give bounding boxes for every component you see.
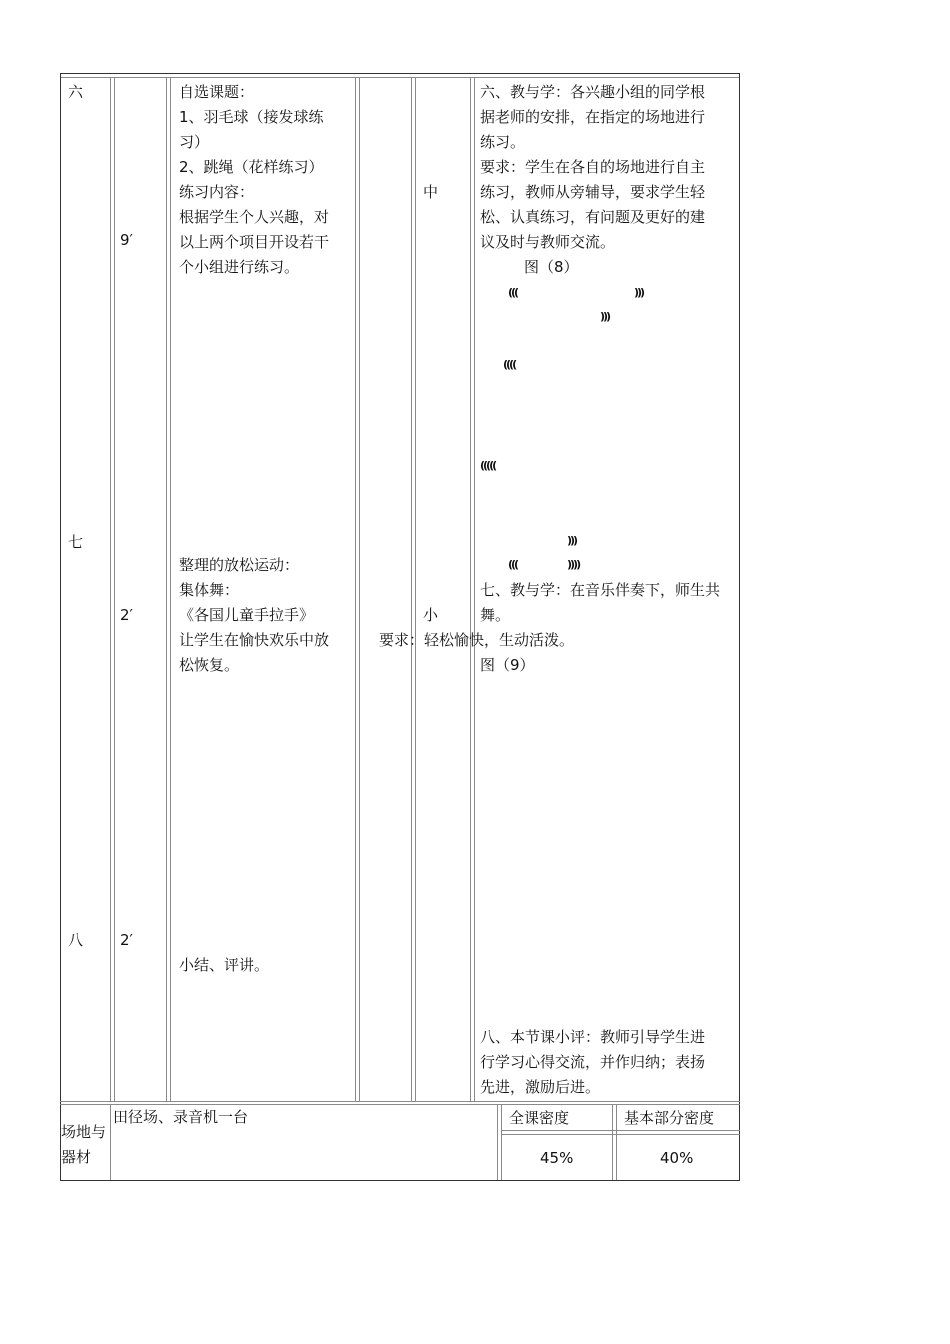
- method-line: 行学习心得交流，并作归纳；表扬: [480, 1053, 706, 1071]
- method-line: 先进，激励后进。: [480, 1078, 601, 1096]
- formation-mark: ))): [600, 310, 610, 323]
- method-line: 舞。: [480, 606, 511, 624]
- content-line: 自选课题：: [179, 83, 255, 101]
- content-line: 让学生在愉快欢乐中放: [179, 631, 330, 649]
- row-eight-seq: 八: [68, 931, 84, 949]
- density-basic-label: 基本部分密度: [624, 1109, 715, 1127]
- content-line: 松恢复。: [179, 656, 240, 674]
- row-seven-time: 2′: [120, 606, 133, 624]
- venue-value: 田径场、录音机一台: [113, 1108, 249, 1126]
- content-line: 《各国儿童手拉手》: [179, 606, 315, 624]
- figure-9-caption: 图（9）: [480, 656, 535, 674]
- content-line: 习）: [179, 133, 210, 151]
- content-line: 个小组进行练习。: [179, 258, 300, 276]
- row-seven-intensity: 小: [423, 606, 439, 624]
- row-eight-content: 小结、评讲。: [179, 956, 270, 974]
- method-line: 七、教与学：在音乐伴奏下，师生共: [480, 581, 721, 599]
- formation-mark: (((((: [480, 459, 496, 472]
- row-eight-time: 2′: [120, 931, 133, 949]
- content-line: 2、跳绳（花样练习）: [179, 158, 324, 176]
- method-line: 松、认真练习，有问题及更好的建: [480, 208, 706, 226]
- figure-8-caption: 图（8）: [524, 258, 579, 276]
- method-line: 八、本节课小评：教师引导学生进: [480, 1028, 706, 1046]
- formation-mark: (((: [508, 558, 518, 571]
- formation-mark: ((((: [503, 358, 516, 371]
- row-six-intensity: 中: [423, 183, 439, 201]
- formation-mark: ))): [567, 534, 577, 547]
- content-line: 根据学生个人兴趣，对: [179, 208, 330, 226]
- formation-mark: )))): [567, 558, 580, 571]
- row-seven-seq: 七: [68, 533, 84, 551]
- content-line: 以上两个项目开设若干: [179, 233, 330, 251]
- method-line: 议及时与教师交流。: [480, 233, 616, 251]
- venue-label: 器材: [61, 1148, 92, 1166]
- row-seven-requirement: 要求：轻松愉快，生动活泼。: [379, 631, 575, 649]
- row-six-time: 9′: [120, 231, 133, 249]
- content-line: 集体舞：: [179, 581, 240, 599]
- density-total-value: 45%: [540, 1149, 574, 1167]
- content-line: 1、羽毛球（接发球练: [179, 108, 324, 126]
- method-line: 要求：学生在各自的场地进行自主: [480, 158, 706, 176]
- method-line: 练习。: [480, 133, 526, 151]
- density-total-label: 全课密度: [509, 1109, 570, 1127]
- method-line: 据老师的安排，在指定的场地进行: [480, 108, 706, 126]
- content-line: 整理的放松运动：: [179, 556, 300, 574]
- content-line: 练习内容：: [179, 183, 255, 201]
- density-basic-value: 40%: [660, 1149, 694, 1167]
- method-line: 六、教与学：各兴趣小组的同学根: [480, 83, 706, 101]
- formation-mark: (((: [508, 286, 518, 299]
- venue-label: 场地与: [61, 1123, 107, 1141]
- row-six-seq: 六: [68, 83, 84, 101]
- formation-mark: ))): [634, 286, 644, 299]
- method-line: 练习，教师从旁辅导，要求学生轻: [480, 183, 706, 201]
